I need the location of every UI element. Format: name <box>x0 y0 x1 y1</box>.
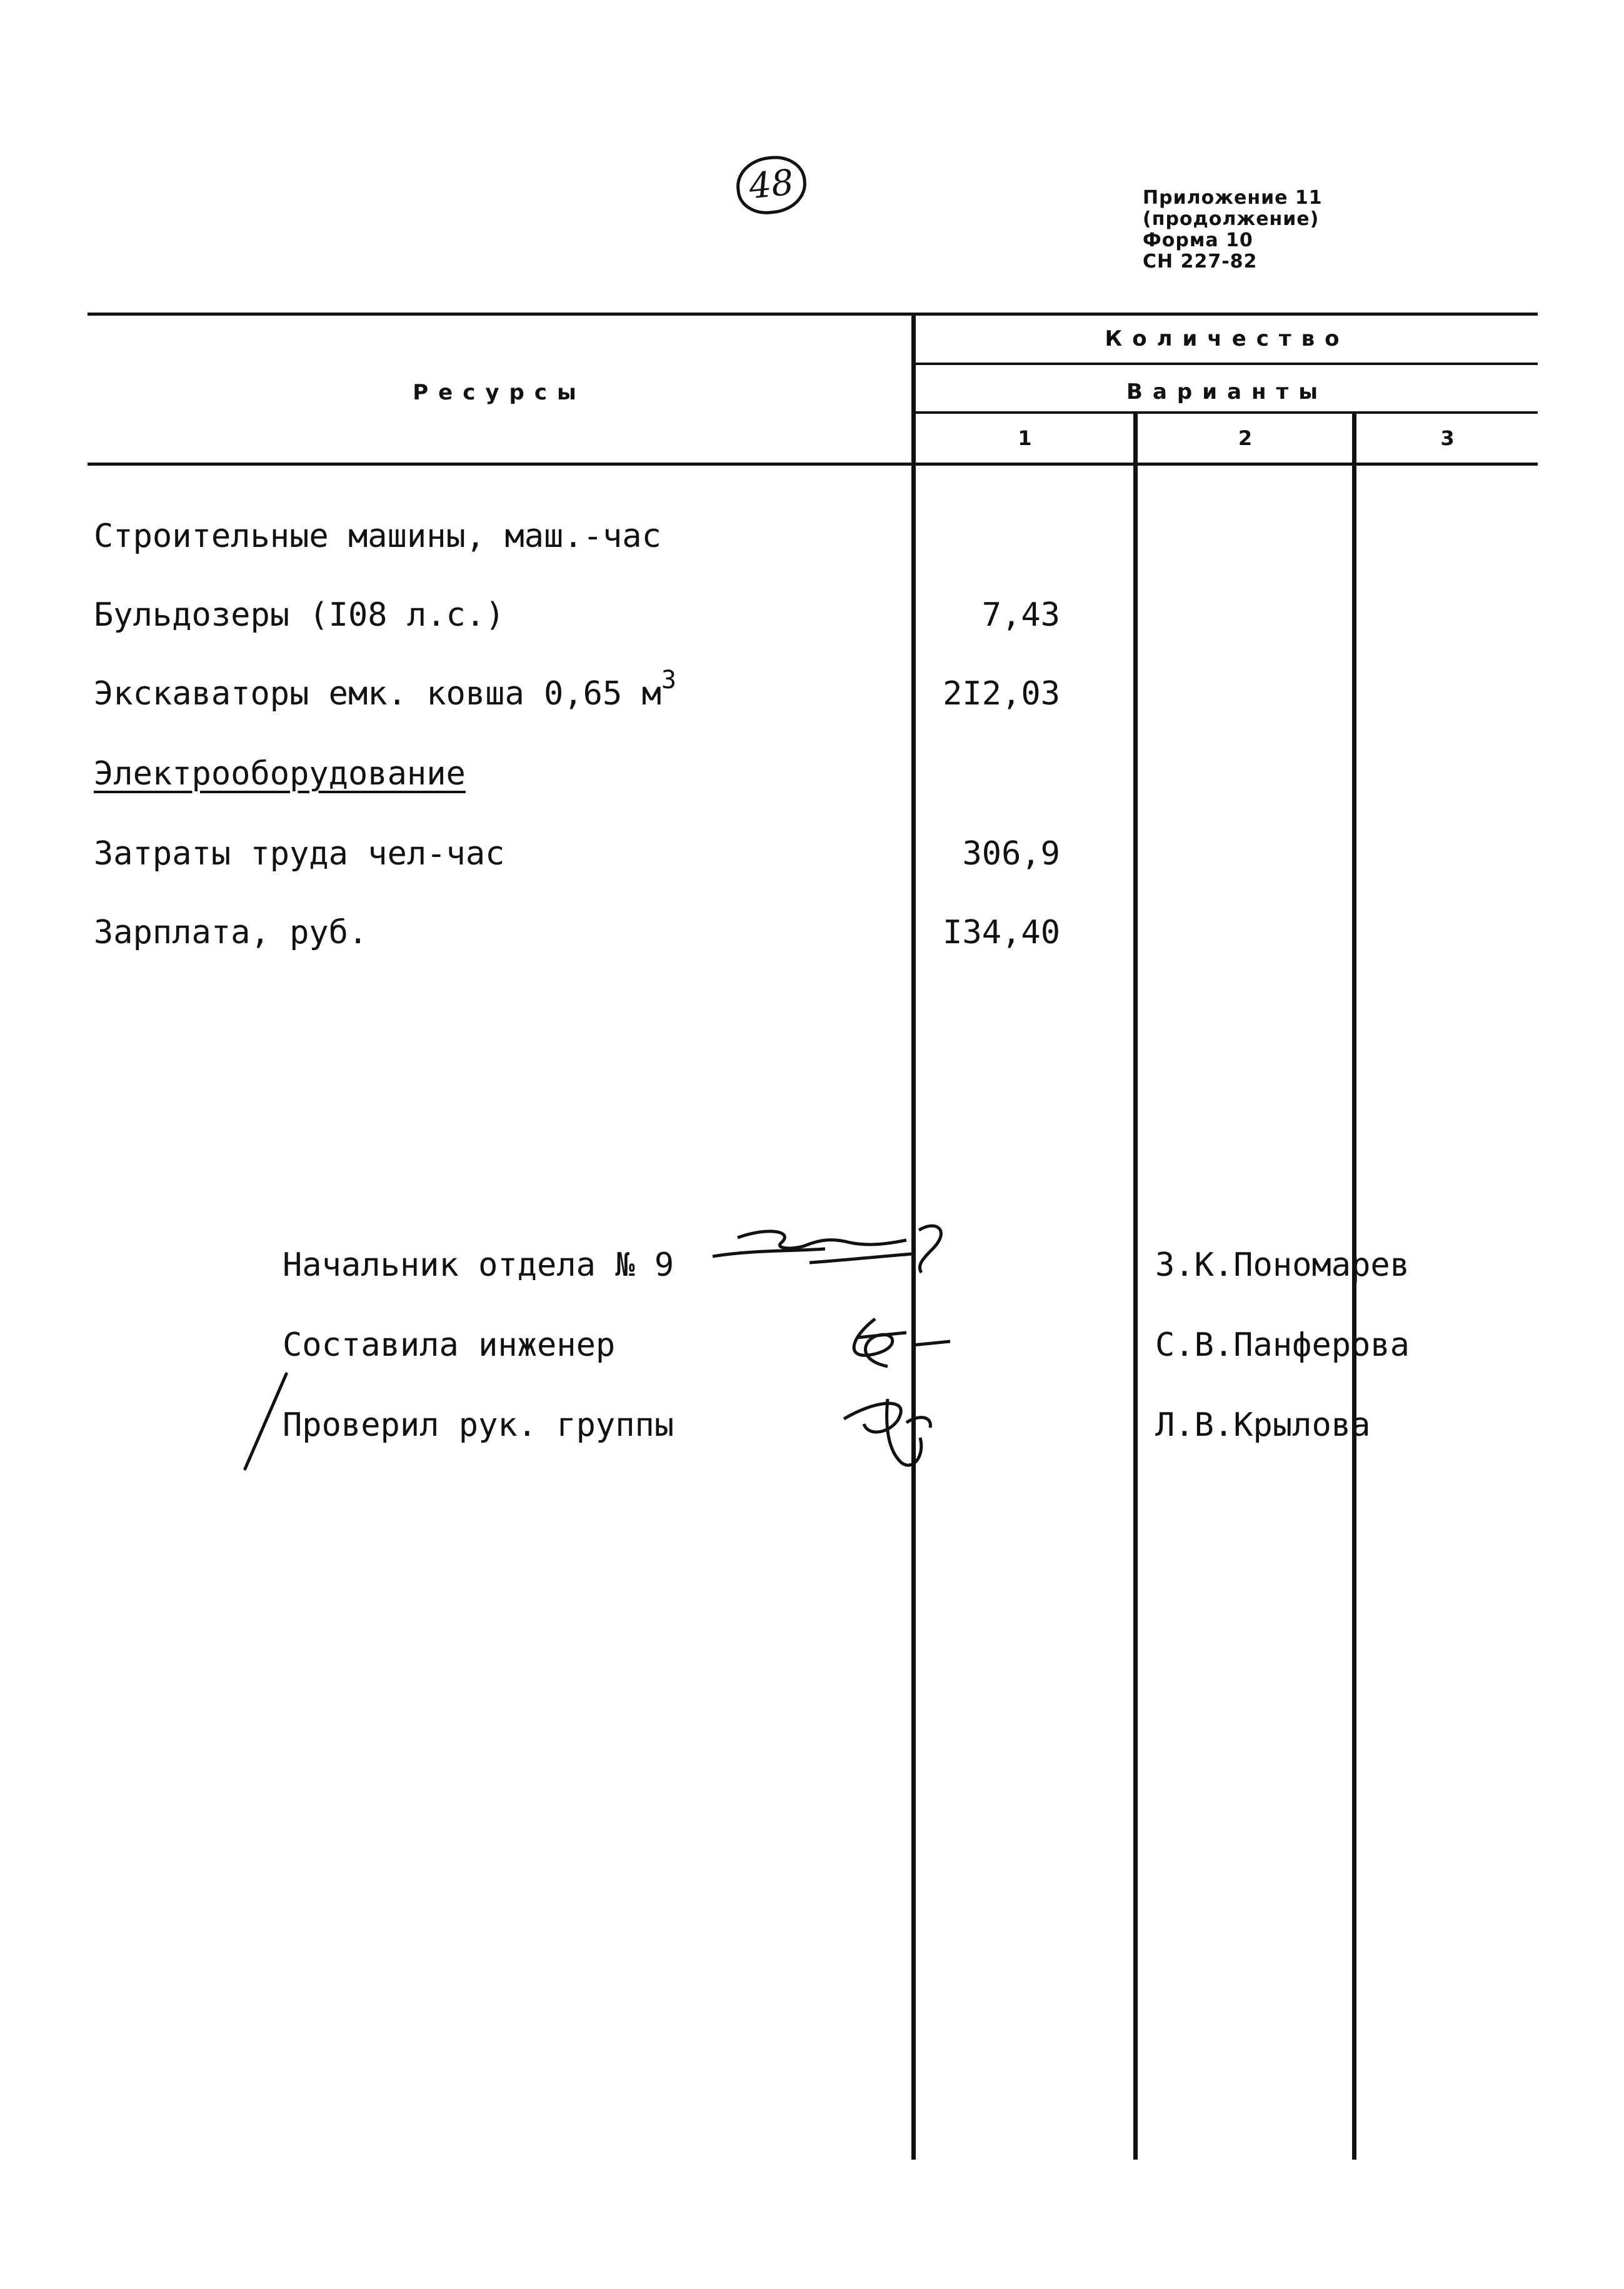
signature-role: Составила инженер <box>283 1326 616 1364</box>
stamp-line-form: Форма 10 <box>1143 229 1253 251</box>
variant-column-2: 2 <box>1238 426 1253 450</box>
quantity-header: Количество <box>1105 326 1350 351</box>
header-bottom-rule <box>88 463 1538 466</box>
quantity-header-rule <box>914 363 1538 365</box>
signature-role: Проверил рук. группы <box>283 1406 674 1444</box>
table-row-label: Бульдозеры (I08 л.с.) <box>94 596 505 634</box>
table-row-value: I34,40 <box>943 914 1060 951</box>
signature-name: С.В.Панферова <box>1155 1326 1410 1364</box>
table-row-label: Затраты труда чел-час <box>94 835 505 873</box>
table-section-heading: Электрооборудование <box>94 755 466 793</box>
appendix-stamp <box>1143 188 1323 273</box>
table-row-label-text: Экскаваторы емк. ковша 0,65 м <box>94 675 661 713</box>
page-number: 48 <box>733 153 809 217</box>
table-column-divider-3 <box>1352 414 1356 2160</box>
variants-header-rule <box>914 411 1538 414</box>
signature-name: З.К.Пономарев <box>1155 1246 1410 1284</box>
table-row-label: Зарплата, руб. <box>94 914 368 951</box>
variant-column-3: 3 <box>1440 426 1455 450</box>
stamp-line-appendix: Приложение 11 <box>1143 187 1323 209</box>
table-row-label <box>94 666 676 713</box>
table-row-label: Строительные машины, маш.-час <box>94 518 661 555</box>
variants-header: Варианты <box>1126 379 1328 404</box>
table-row-value: 7,43 <box>981 596 1060 634</box>
table-top-rule <box>88 313 1538 316</box>
table-column-divider-2 <box>1133 414 1138 2160</box>
variant-column-1: 1 <box>1018 426 1032 450</box>
check-slash-mark <box>238 1369 294 1475</box>
stamp-line-continuation: (продолжение) <box>1143 208 1320 230</box>
signature-name: Л.В.Крылова <box>1155 1406 1371 1444</box>
handwritten-signature <box>700 1213 1025 1481</box>
signature-role: Начальник отдела № 9 <box>283 1246 674 1284</box>
resources-header: Ресурсы <box>413 380 586 405</box>
table-row-value: 2I2,03 <box>943 675 1060 713</box>
cubic-superscript: 3 <box>661 666 676 694</box>
table-row-value: 306,9 <box>962 835 1060 873</box>
stamp-line-standard: СН 227-82 <box>1143 251 1258 273</box>
